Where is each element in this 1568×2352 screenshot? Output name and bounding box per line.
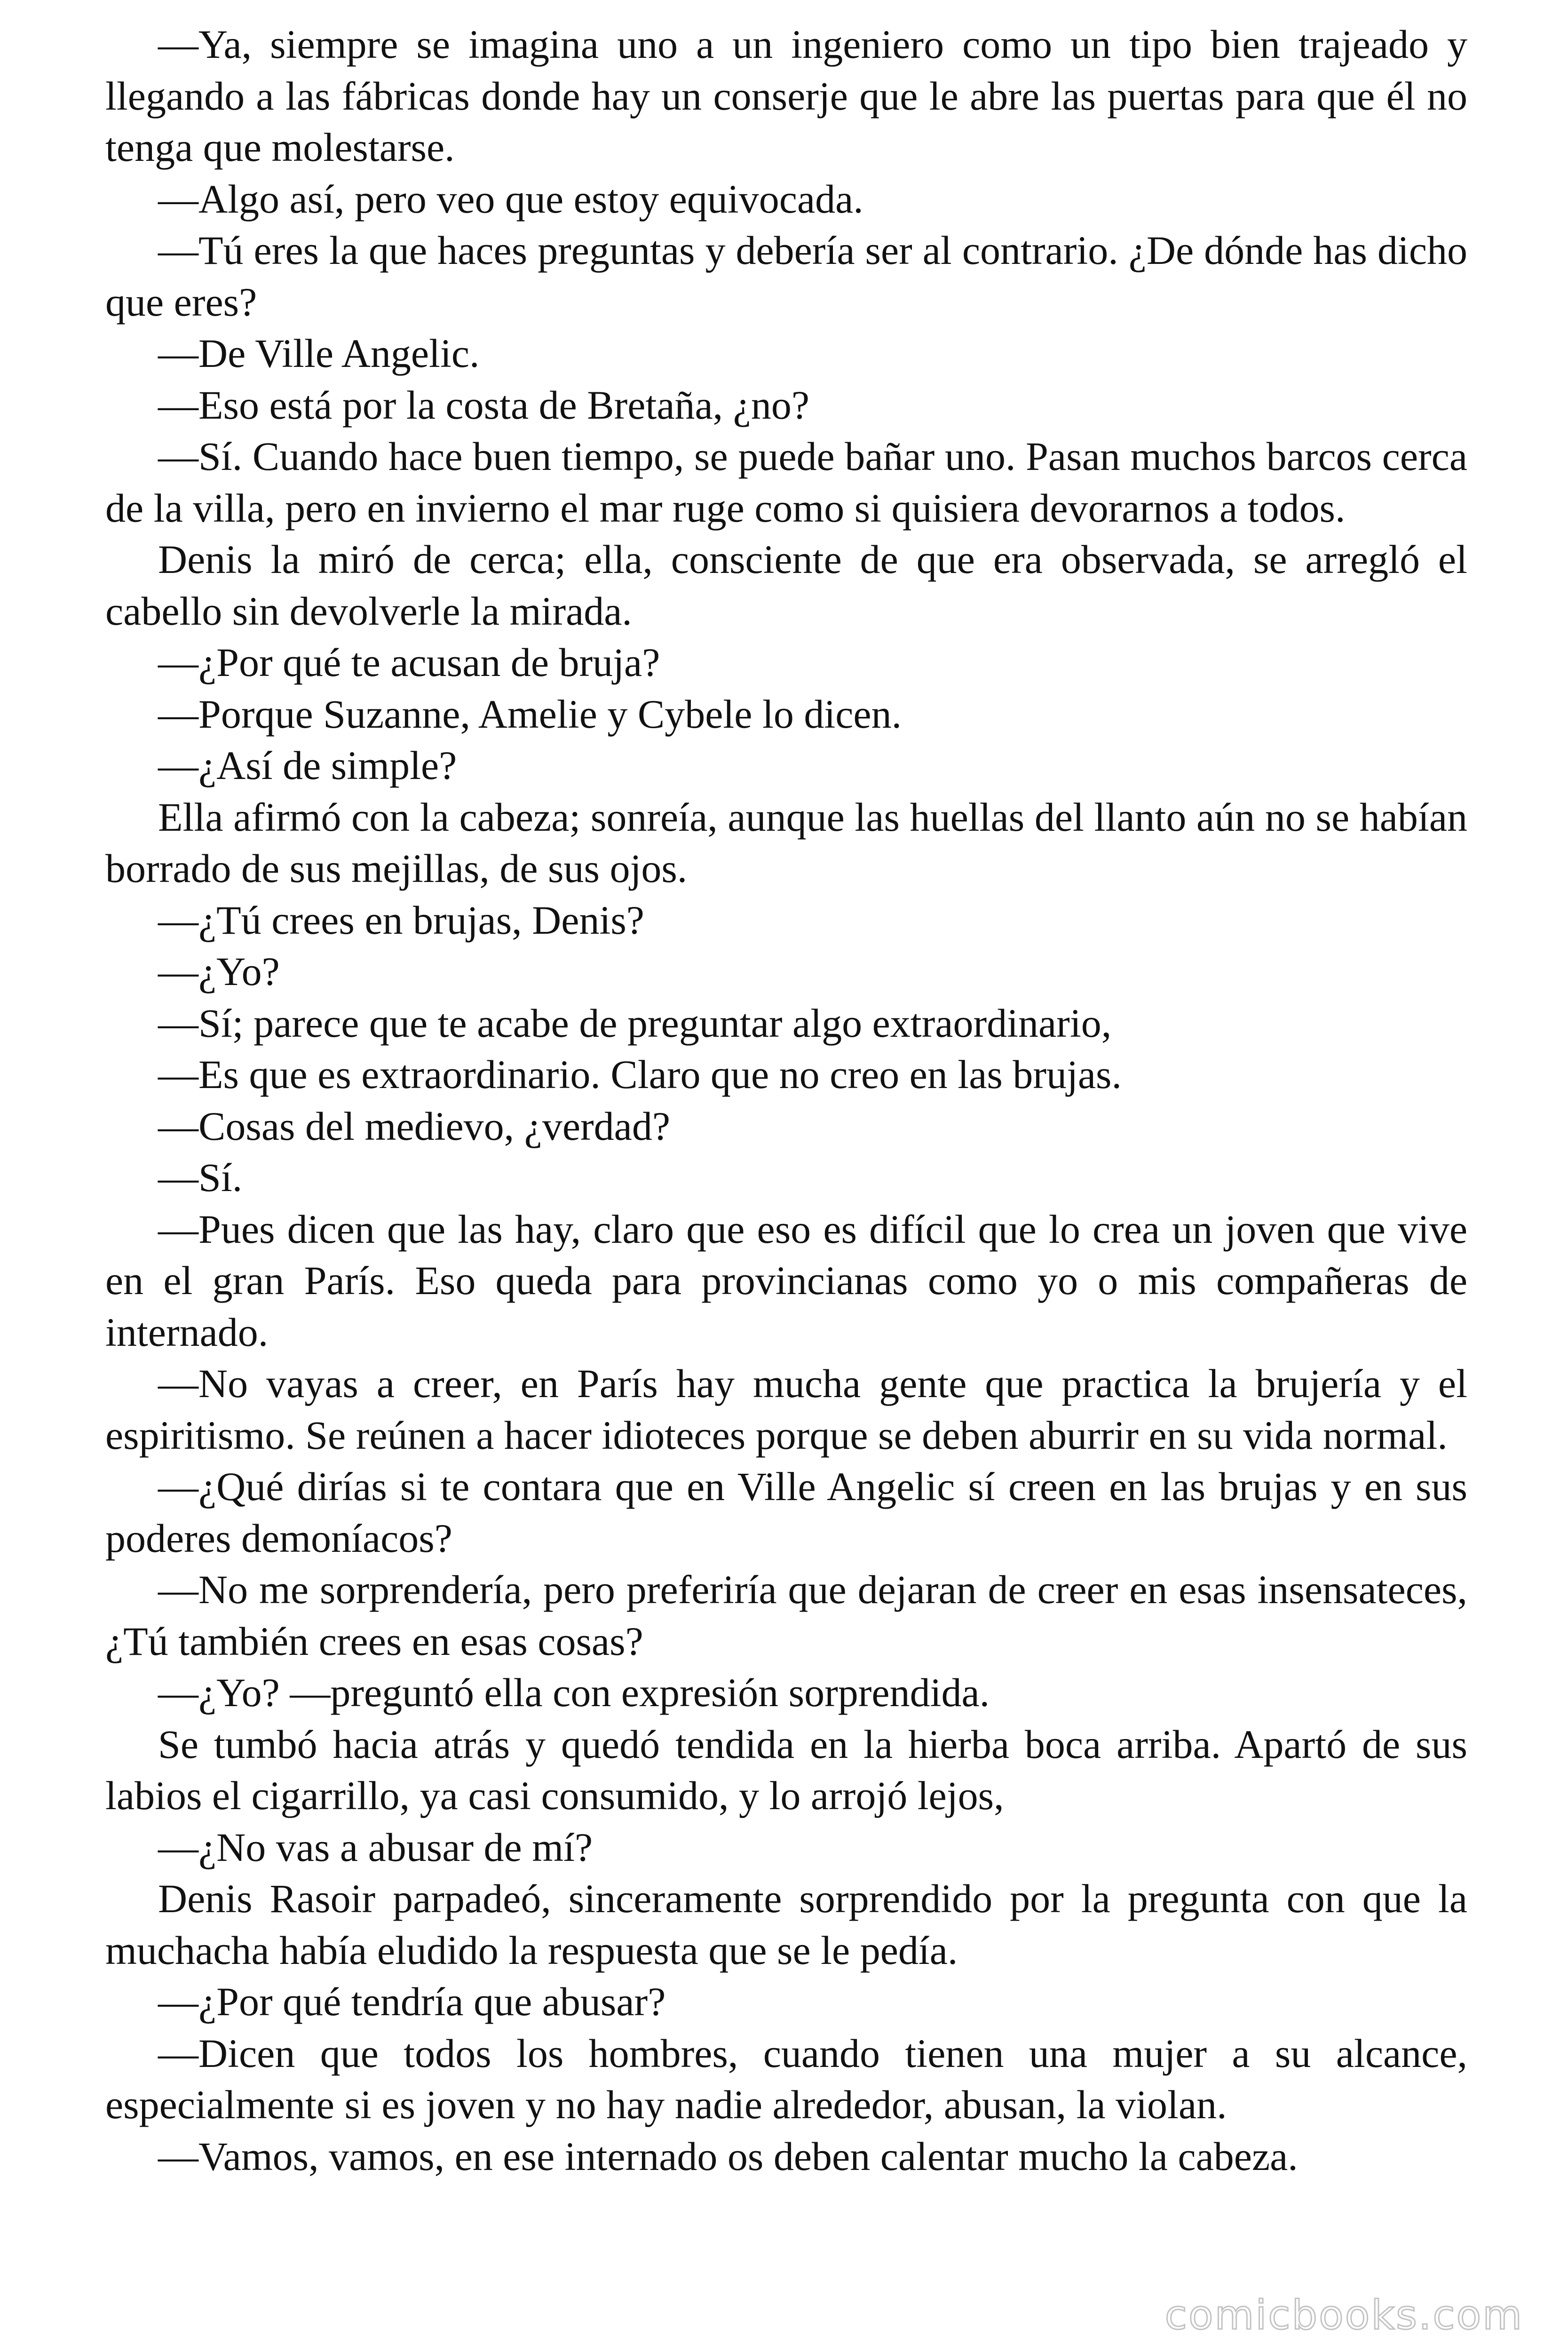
paragraph: —Porque Suzanne, Amelie y Cybele lo dicen. <box>158 691 902 737</box>
paragraph: —Es que es extraordinario. Claro que no creo en las brujas. <box>158 1052 1122 1097</box>
watermark: comicbooks.com <box>1164 2292 1523 2339</box>
paragraph: —¿Tú crees en brujas, Denis? <box>158 897 644 943</box>
paragraph: —Tú eres la que haces preguntas y debería ser al contrario. ¿De dónde has dicho que eres? <box>105 228 1467 325</box>
book-page-text <box>105 19 1467 2182</box>
paragraph: —¿Así de simple? <box>158 743 457 788</box>
paragraph: —De Ville Angelic. <box>158 331 480 376</box>
paragraph: Denis la miró de cerca; ella, consciente de que era observada, se arregló el cabello sin devolverle la mirada. <box>105 537 1467 634</box>
paragraph: —Algo así, pero veo que estoy equivocada. <box>158 176 863 222</box>
paragraph: —¿Por qué te acusan de bruja? <box>158 640 660 685</box>
paragraph: —¿No vas a abusar de mí? <box>158 1824 593 1870</box>
paragraph: —Sí; parece que te acabe de preguntar algo extraordinario, <box>158 1000 1112 1046</box>
paragraph: —¿Por qué tendría que abusar? <box>158 1979 666 2024</box>
paragraph: —Pues dicen que las hay, claro que eso es difícil que lo crea un joven que vive en el gran París. Eso queda para provincianas como yo o mis compañeras de internado. <box>105 1206 1467 1355</box>
paragraph: —Vamos, vamos, en ese internado os deben calentar mucho la cabeza. <box>158 2133 1298 2179</box>
paragraph: —¿Yo? <box>158 949 280 994</box>
paragraph: —Dicen que todos los hombres, cuando tienen una mujer a su alcance, especialmente si es joven y no hay nadie alrededor, abusan, la violan. <box>105 2030 1467 2127</box>
paragraph: —No vayas a creer, en París hay mucha gente que practica la brujería y el espiritismo. Se reúnen a hacer idioteces porque se deben aburrir en su vida normal. <box>105 1361 1467 1458</box>
paragraph: —¿Yo? —preguntó ella con expresión sorprendida. <box>158 1670 990 1715</box>
paragraph: —No me sorprendería, pero preferiría que dejaran de creer en esas insensateces, ¿Tú también crees en esas cosas? <box>105 1567 1467 1664</box>
paragraph: —Eso está por la costa de Bretaña, ¿no? <box>158 382 810 428</box>
paragraph: Denis Rasoir parpadeó, sinceramente sorprendido por la pregunta con que la muchacha había eludido la respuesta que se le pedía. <box>105 1876 1467 1973</box>
paragraph: —Cosas del medievo, ¿verdad? <box>158 1103 670 1149</box>
paragraph: —Ya, siempre se imagina uno a un ingeniero como un tipo bien trajeado y llegando a las fábricas donde hay un conserje que le abre las puertas para que él no tenga que molestarse. <box>105 22 1467 170</box>
paragraph: Se tumbó hacia atrás y quedó tendida en la hierba boca arriba. Apartó de sus labios el cigarrillo, ya casi consumido, y lo arrojó lejos, <box>105 1721 1467 1818</box>
paragraph: —¿Qué dirías si te contara que en Ville Angelic sí creen en las brujas y en sus poderes demoníacos? <box>105 1464 1467 1561</box>
paragraph: Ella afirmó con la cabeza; sonreía, aunque las huellas del llanto aún no se habían borrado de sus mejillas, de sus ojos. <box>105 794 1467 891</box>
paragraph: —Sí. <box>158 1155 243 1200</box>
paragraph: —Sí. Cuando hace buen tiempo, se puede bañar uno. Pasan muchos barcos cerca de la villa, pero en invierno el mar ruge como si quisiera devorarnos a todos. <box>105 434 1467 531</box>
